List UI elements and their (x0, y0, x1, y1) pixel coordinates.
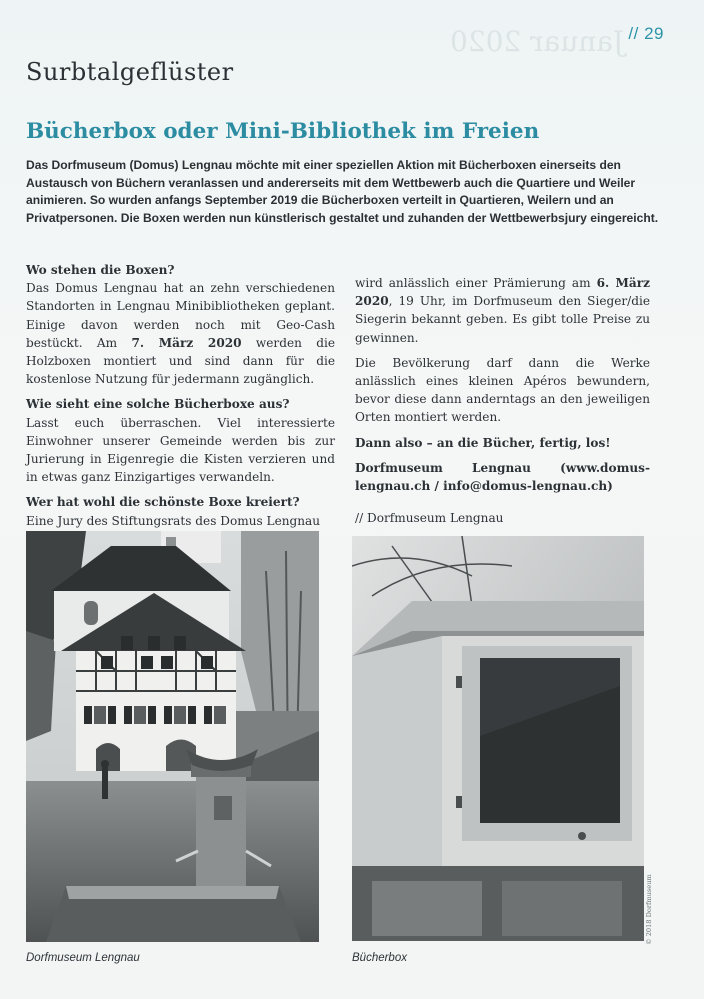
ghost-calendar-title: Januar 2020 (450, 25, 625, 58)
question-heading: Wie sieht eine solche Bücherboxe aus? (26, 397, 290, 412)
date-highlight: 6. März 2020 (355, 276, 650, 309)
article-headline: Bücherbox oder Mini-Bibliothek im Freien (26, 119, 540, 144)
text-span: werden die Holzboxen montiert und sind dann für die kostenlose Nutzung für jedermann zugänglich. (26, 335, 336, 387)
buecherbox-photo (352, 536, 644, 941)
paragraph (26, 279, 335, 388)
dorfmuseum-photo (26, 531, 319, 942)
photo-caption: Bücherbox (352, 952, 407, 964)
text-span: Das Domus Lengnau hat an zehn verschiedenen Standorten in Lengnau Minibibliotheken geplant. Einige davon werden noch mit Geo-Cash bestückt. Am (26, 281, 335, 350)
contact-info: Dorfmuseum Lengnau (www.domus-lengnau.ch / info@domus-lengnau.ch) (355, 460, 650, 494)
dorfmuseum-illustration (26, 531, 319, 942)
date-highlight: 7. März 2020 (131, 335, 242, 350)
photo-caption: Dorfmuseum Lengnau (26, 952, 140, 964)
section-title: Surbtalgeflüster (26, 58, 234, 86)
copyright-notice: © 2018 Dorfmuseum (645, 874, 653, 945)
paragraph: Eine Jury des Stiftungsrats des Domus Lengnau (26, 513, 321, 528)
paragraph: Die Bevölkerung darf dann die Werke anlässlich eines kleinen Apéros bewundern, bevor diese dann anderntags an den jeweiligen Orten montiert werden. (355, 355, 650, 425)
paragraph: Lasst euch überraschen. Viel interessierte Einwohner unserer Gemeinde werden bis zur Jurierung in Eigenregie die Kisten verzieren und in etwas ganz Einzigartiges verwandeln. (26, 415, 335, 485)
author-signature: // Dorfmuseum Lengnau (355, 511, 504, 526)
paragraph (355, 274, 650, 347)
text-span: wird anlässlich einer Prämierung am (355, 276, 597, 290)
page-number: // 29 (628, 24, 664, 43)
text-span: , 19 Uhr, im Dorfmuseum den Sieger/die Siegerin bekannt geben. Es gibt tolle Preise zu gewinnen. (355, 294, 650, 345)
question-heading: Wo stehen die Boxen? (26, 263, 175, 277)
article-lead: Das Dorfmuseum (Domus) Lengnau möchte mit einer speziellen Aktion mit Bücherboxen einerseits den Austausch von Büchern veranlassen und andererseits mit dem Wettbewerb auch die Quartiere und Weiler animieren. So wurden anfangs September 2019 die Bücherboxen verteilt in Quartieren, Weilern und an Privatpersonen. Die Boxen werden nun künstlerisch gestaltet und zuhanden der Wettbewerbsjury eingereicht. (26, 158, 659, 225)
text-column-right (355, 274, 650, 534)
text-column-left (26, 261, 335, 537)
call-to-action: Dann also – an die Bücher, fertig, los! (355, 435, 611, 450)
buecherbox-illustration (352, 536, 644, 941)
question-heading: Wer hat wohl die schönste Boxe kreiert? (26, 495, 300, 510)
